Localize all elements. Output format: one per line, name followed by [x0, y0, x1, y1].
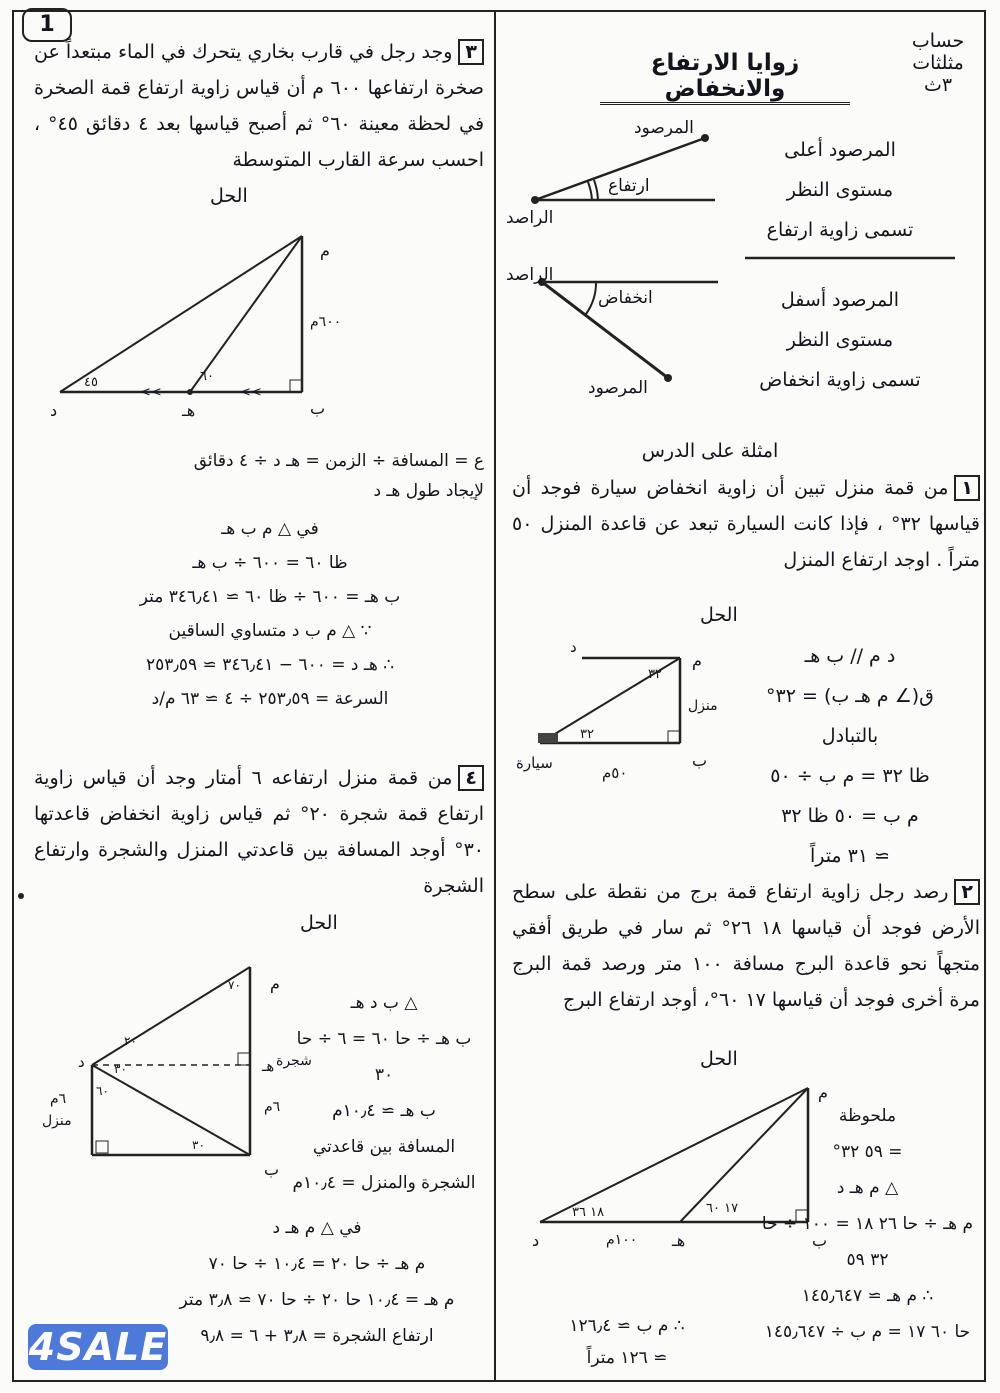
ex1-step-3: ظا ٣٢ = م ب ÷ ٥٠: [770, 765, 930, 787]
ex2-point-h: هـ: [672, 1231, 686, 1250]
ex4-step-5: في △ م هـ د: [272, 1218, 362, 1238]
subject-label: [898, 30, 978, 96]
ex4-point-b: ب: [264, 1160, 280, 1179]
elevation-note-2: مستوى النظر: [786, 179, 894, 201]
margin-dot: [18, 893, 24, 899]
ex2-point-d: د: [532, 1231, 540, 1250]
ex1-angle-bottom: ٣٢: [580, 727, 594, 742]
ex3-step-4: ظا ٦٠ = ٦٠٠ ÷ ب هـ: [192, 553, 348, 573]
example-4-work: [150, 1210, 484, 1354]
example-1-diagram: [510, 628, 725, 788]
ex4-house: منزل: [42, 1113, 72, 1129]
ex1-step-5: ≃ ٣١ متراً: [809, 845, 891, 867]
ex3-angle-h: ٦٠: [200, 369, 214, 384]
ex2-angle-d: ١٨ ٣٦: [572, 1205, 605, 1220]
watermark-logo: 4SALE: [28, 1325, 168, 1369]
ex2-point-m: م: [818, 1083, 828, 1102]
example-3-statement: وجد رجل في قارب بخاري يتحرك في الماء مبتعداً عن صخرة ارتفاعها ٦٠٠ م أن قياس زاوية ارتفاع قمة الصخرة في لحظة معينة ٦٠° ثم أصبح قياسها بعد ٤ دقائق ٤٥° ، احسب سرعة القارب المتوسطة: [34, 41, 485, 171]
subject-line-3: ٣ث: [923, 74, 953, 96]
ex3-height: ٦٠٠م: [310, 314, 342, 330]
example-4-work-side: [286, 985, 482, 1201]
ex4-step-8: ارتفاع الشجرة = ٣٫٨ + ٦ = ٩٫٨: [200, 1326, 434, 1346]
example-2-number: ٢: [954, 879, 980, 905]
ex4-step-6: م هـ ÷ حا ٢٠ = ١٠٫٤ ÷ حا ٧٠: [208, 1254, 426, 1274]
example-2-text: [512, 874, 980, 1018]
depression-note-2: مستوى النظر: [786, 329, 894, 351]
subject-line-2: مثلثات: [912, 52, 964, 74]
ex4-step-4: المسافة بين قاعدتي الشجرة والمنزل = ١٠٫٤م: [292, 1137, 476, 1193]
ex3-arrow-mark-2: <<: [240, 385, 262, 400]
elevation-notes: [745, 130, 935, 250]
ex4-house-height: ٦م: [50, 1091, 67, 1107]
ex4-angle-2: ٣٠: [114, 1062, 127, 1076]
example-4-text: [34, 760, 484, 904]
ex1-angle-top: ٣٢: [648, 667, 662, 682]
elevation-note-1: المرصود أعلى: [784, 139, 896, 161]
ex2-step-5: ∴ م هـ ≃ ١٤٥٫٦٤٧: [801, 1286, 934, 1306]
ex1-step-1: د م // ب هـ: [804, 645, 896, 667]
example-3-work: [60, 512, 480, 716]
subject-line-1: حساب: [911, 30, 965, 52]
ex4-angle-5: ٧٠: [228, 978, 241, 992]
depression-angle-label: انخفاض: [598, 288, 653, 308]
example-4-number: ٤: [458, 765, 484, 791]
example-1-text: [512, 470, 980, 578]
ex4-tree: شجرة: [276, 1053, 312, 1069]
example-1-solution-label: الحل: [700, 604, 738, 626]
ex2-step-3: △ م هـ د: [836, 1178, 899, 1198]
ex1-distance: ٥٠م: [602, 764, 628, 782]
ex1-point-b: ب: [692, 751, 708, 770]
ex3-arrow-mark-1: <<: [140, 385, 162, 400]
ex3-step-5: ب هـ = ٦٠٠ ÷ ظا ٦٠ ≃ ٣٤٦٫٤١ متر: [139, 587, 401, 607]
ex1-point-d: د: [570, 638, 577, 656]
example-3-text: [34, 34, 484, 178]
example-3-diagram: [40, 220, 340, 420]
ex2-step-1: ملحوظة: [838, 1106, 897, 1126]
ex2-distance: ١٠٠م: [606, 1232, 638, 1248]
ex4-tree-height: ٦م: [264, 1099, 281, 1115]
ex4-point-d: د: [78, 1053, 85, 1071]
ex4-angle-4: ٣٠: [192, 1138, 205, 1152]
example-1-work: [735, 636, 965, 876]
ex2-step-6: حا ٦٠ ١٧ = م ب ÷ ١٤٥٫٦٤٧: [764, 1322, 971, 1342]
example-2-solution-label: الحل: [700, 1048, 738, 1070]
column-divider: [494, 12, 496, 1380]
example-1-number: ١: [954, 475, 980, 501]
ex3-step-7: ∴ هـ د = ٦٠٠ − ٣٤٦٫٤١ ≃ ٢٥٣٫٥٩: [145, 655, 395, 675]
elevation-note-3: تسمى زاوية ارتفاع: [766, 219, 914, 241]
ex2-point-b: ب: [812, 1231, 828, 1250]
ex4-step-2: ب هـ ÷ حا ٦٠ = ٦ ÷ حا ٣٠: [296, 1029, 472, 1085]
ex3-step-2: لإيجاد طول هـ د: [373, 481, 484, 501]
elevation-observed-label: المرصود: [634, 118, 694, 138]
page-number: 1: [22, 8, 72, 42]
depression-observed-label: المرصود: [588, 378, 648, 398]
ex1-step-2: ق(∠ م هـ ب) = ٣٢° بالتبادل: [766, 685, 934, 747]
ex1-car: سيارة: [516, 754, 553, 772]
ex3-point-m: م: [320, 241, 330, 260]
ex4-point-m: م: [270, 974, 280, 993]
ex2-step-2: = ٥٩ ٣٢°: [832, 1142, 903, 1162]
ex3-point-d: د: [50, 401, 58, 420]
depression-note-3: تسمى زاوية انخفاض: [759, 369, 921, 391]
ex3-angle-d: ٤٥: [84, 375, 98, 390]
examples-heading: امثلة على الدرس: [641, 440, 779, 462]
ex3-point-h: هـ: [182, 401, 196, 420]
example-2-work-bottom: [512, 1310, 742, 1374]
ex4-step-7: م هـ = ١٠٫٤ حا ٢٠ ÷ حا ٧٠ ≃ ٣٫٨ متر: [179, 1290, 455, 1310]
ex3-step-8: السرعة = ٢٥٣٫٥٩ ÷ ٤ ≃ ٦٣ م/د: [151, 689, 389, 709]
example-4-solution-label: الحل: [300, 912, 338, 934]
ex4-angle-1: ٢٠: [124, 1034, 137, 1048]
depression-notes: [745, 280, 935, 400]
ex4-step-1: △ ب د هـ: [350, 993, 418, 1013]
ex3-point-b: ب: [310, 399, 326, 418]
ex2-angle-h: ١٧ ٦٠: [706, 1201, 739, 1216]
depression-note-1: المرصود أسفل: [780, 289, 900, 311]
ex1-house: منزل: [688, 698, 718, 714]
ex3-step-3: في △ م ب هـ: [221, 519, 319, 539]
example-3-number: ٣: [458, 39, 484, 65]
ex2-step-7: ∴ م ب ≃ ١٢٦٫٤: [569, 1316, 685, 1336]
lesson-title: زوايا الارتفاع والانخفاض: [600, 50, 850, 105]
example-2-statement: رصد رجل زاوية ارتفاع قمة برج من نقطة على سطح الأرض فوجد أن قياسها ١٨ ٢٦° ثم سار في طريق أفقي متجهاً نحو قاعدة البرج مسافة ١٠٠ متر ورصد قمة البرج مرة أخرى فوجد أن قياسها ١٧ ٦٠°، أوجد ارتفاع البرج: [512, 881, 980, 1011]
depression-eye-label: الراصد: [506, 265, 554, 285]
elevation-angle-label: ارتفاع: [608, 176, 650, 196]
example-3-work-top: [170, 446, 484, 506]
example-2-work: [755, 1098, 980, 1350]
example-3-solution-label: الحل: [210, 185, 248, 207]
ex3-step-6: ∵ △ م ب د متساوي الساقين: [168, 621, 372, 641]
separator-line: [745, 255, 955, 261]
ex2-step-4: م هـ ÷ حا ٢٦ ١٨ = ١٠٠ ÷ حا ٣٢ ٥٩: [761, 1214, 974, 1270]
ex4-angle-3: ٦٠: [96, 1084, 109, 1098]
ex3-step-1: ع = المسافة ÷ الزمن = هـ د ÷ ٤ دقائق: [193, 451, 484, 471]
ex4-step-3: ب هـ ≃ ١٠٫٤م: [332, 1101, 436, 1121]
ex4-point-h: هـ: [262, 1057, 275, 1075]
ex1-point-m: م: [692, 651, 702, 670]
ex2-step-8: ≃ ١٢٦ متراً: [586, 1348, 668, 1368]
ex1-step-4: م ب = ٥٠ ظا ٣٢: [781, 805, 919, 827]
example-4-statement: من قمة منزل ارتفاعه ٦ أمتار وجد أن قياس زاوية ارتفاع قمة شجرة ٢٠° ثم قياس زاوية انخفاض قاعدتها ٣٠° أوجد المسافة بين قاعدتي المنزل والشجرة وارتفاع الشجرة: [34, 767, 484, 897]
elevation-eye-label: الراصد: [506, 208, 554, 228]
example-1-statement: من قمة منزل تبين أن زاوية انخفاض سيارة فوجد أن قياسها ٣٢° ، فإذا كانت السيارة تبعد عن قاعدة المنزل ٥٠ متراً . اوجد ارتفاع المنزل: [512, 477, 980, 571]
